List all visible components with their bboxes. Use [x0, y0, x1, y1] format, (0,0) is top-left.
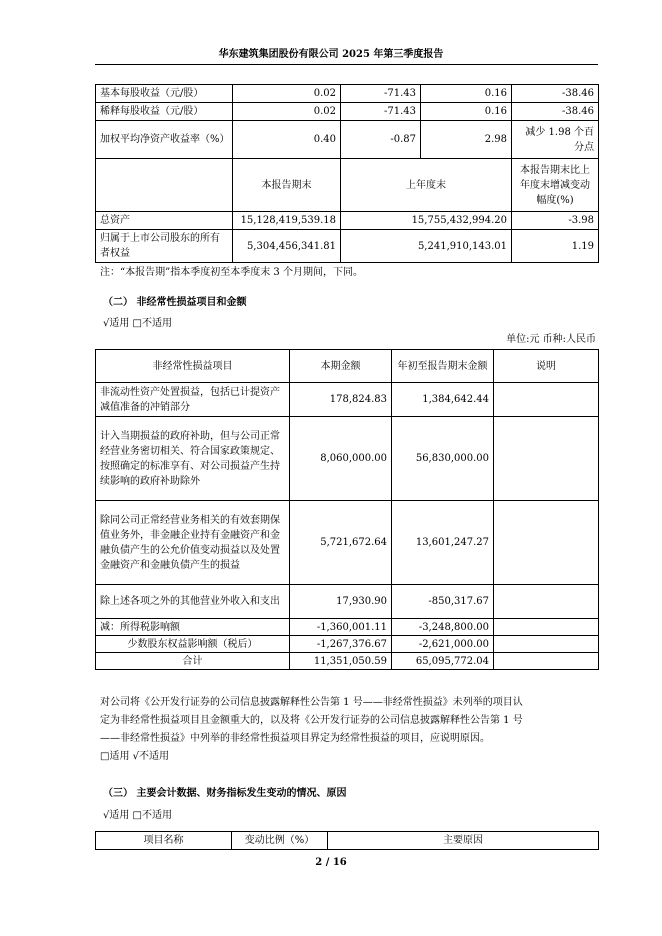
cell-value: 0.40 [233, 121, 341, 159]
table-subheader-row [96, 159, 599, 212]
item-description [494, 417, 599, 501]
cell-value: 2.98 [421, 121, 512, 159]
item-description [494, 636, 599, 653]
section-3-title: （三） 主要会计数据、财务指标发生变动的情况、原因 [103, 788, 347, 799]
header-divider [95, 64, 598, 65]
column-header: 本期金额 [290, 350, 392, 383]
current-amount: 17,930.90 [290, 585, 392, 619]
row-label: 基本每股收益（元/股） [96, 85, 233, 103]
page-number: 2 / 16 [315, 857, 347, 868]
ytd-amount: 1,384,642.44 [392, 383, 494, 417]
current-amount: 5,721,672.64 [290, 501, 392, 585]
item-name: 计入当期损益的政府补助，但与公司正常经营业务密切相关、符合国家政策规定、按照确定的标准享有、对公司损益产生持续影响的政府补助除外 [96, 417, 290, 501]
paragraph-line: ——非经常性损益》中列举的非经常性损益项目界定为经常性损益的项目，应说明原因。 [100, 733, 490, 744]
ytd-amount: 13,601,247.27 [392, 501, 494, 585]
current-amount: 8,060,000.00 [290, 417, 392, 501]
table-row [96, 103, 599, 121]
table-header-row [96, 832, 599, 850]
unit-label: 单位:元 币种:人民币 [506, 334, 596, 345]
item-description [494, 653, 599, 670]
column-header: 变动比例（%） [232, 832, 328, 850]
item-name: 非流动性资产处置损益，包括已计提资产减值准备的冲销部分 [96, 383, 290, 417]
table-row [96, 585, 599, 619]
cell-value: 5,241,910,143.01 [341, 230, 512, 263]
item-description [494, 619, 599, 636]
change-reasons-table [95, 831, 599, 850]
table-row [96, 121, 599, 159]
paragraph-line: 对公司将《公开发行证券的公司信息披露解释性公告第 1 号——非经常性损益》未列举的项目认 [100, 697, 523, 708]
column-header: 本报告期末 [233, 159, 341, 212]
column-header: 项目名称 [96, 832, 232, 850]
column-header: 上年度末 [341, 159, 512, 212]
table-note: 注：“本报告期”指本季度初至本季度末 3 个月期间，下同。 [100, 267, 363, 278]
item-name: 除同公司正常经营业务相关的有效套期保值业务外，非金融企业持有金融资产和金融负债产生的公允价值变动损益以及处置金融资产和金融负债产生的损益 [96, 501, 290, 585]
column-header: 说明 [494, 350, 599, 383]
cell-value: 1.19 [512, 230, 599, 263]
cell-value: 减少 1.98 个百分点 [512, 121, 599, 159]
row-label: 总资产 [96, 212, 233, 230]
cell-value: -0.87 [341, 121, 421, 159]
row-label: 归属于上市公司股东的所有者权益 [96, 230, 233, 263]
table-row [96, 85, 599, 103]
cell-value: 15,128,419,539.18 [233, 212, 341, 230]
cell-value: -3.98 [512, 212, 599, 230]
item-description [494, 383, 599, 417]
cell-value: -38.46 [512, 103, 599, 121]
cell-value: 0.16 [421, 85, 512, 103]
ytd-amount: -3,248,800.00 [392, 619, 494, 636]
ytd-amount: 65,095,772.04 [392, 653, 494, 670]
paragraph-line: 定为非经常性损益项目且金额重大的，以及将《公开发行证券的公司信息披露解释性公告第 1 号 [100, 715, 523, 726]
page-header-title: 华东建筑集团股份有限公司 2025 年第三季度报告 [218, 49, 444, 60]
non-recurring-items-table [95, 349, 599, 670]
table-row [96, 230, 599, 263]
table-total-row [96, 653, 599, 670]
key-metrics-table [95, 84, 599, 263]
applicability-checkbox: √适用 □不适用 [103, 810, 172, 821]
current-amount: 11,351,050.59 [290, 653, 392, 670]
section-2-title: （二） 非经常性损益项目和金额 [103, 297, 247, 308]
column-header: 本报告期末比上年度末增减变动幅度(%) [512, 159, 599, 212]
item-description [494, 585, 599, 619]
row-label: 稀释每股收益（元/股） [96, 103, 233, 121]
ytd-amount: 56,830,000.00 [392, 417, 494, 501]
item-name: 减：所得税影响额 [96, 619, 290, 636]
column-header: 主要原因 [328, 832, 599, 850]
cell-value: -38.46 [512, 85, 599, 103]
item-name: 少数股东权益影响额（税后） [96, 636, 290, 653]
cell-value: 0.02 [233, 85, 341, 103]
current-amount: 178,824.83 [290, 383, 392, 417]
applicability-checkbox: √适用 □不适用 [103, 318, 172, 329]
current-amount: -1,360,001.11 [290, 619, 392, 636]
item-name: 除上述各项之外的其他营业外收入和支出 [96, 585, 290, 619]
table-row [96, 212, 599, 230]
row-label: 加权平均净资产收益率（%） [96, 121, 233, 159]
table-row [96, 501, 599, 585]
table-row [96, 383, 599, 417]
cell-value: 15,755,432,994.20 [341, 212, 512, 230]
table-row [96, 417, 599, 501]
item-description [494, 501, 599, 585]
table-row [96, 636, 599, 653]
cell-value: -71.43 [341, 103, 421, 121]
cell-value: -71.43 [341, 85, 421, 103]
column-header: 年初至报告期末金额 [392, 350, 494, 383]
ytd-amount: -2,621,000.00 [392, 636, 494, 653]
table-header-row [96, 350, 599, 383]
current-amount: -1,267,376.67 [290, 636, 392, 653]
item-name: 合计 [96, 653, 290, 670]
applicability-checkbox: □适用 √不适用 [100, 751, 169, 762]
cell-value: 0.02 [233, 103, 341, 121]
ytd-amount: -850,317.67 [392, 585, 494, 619]
cell-value: 5,304,456,341.81 [233, 230, 341, 263]
table-row [96, 619, 599, 636]
column-header: 非经常性损益项目 [96, 350, 290, 383]
cell-value: 0.16 [421, 103, 512, 121]
